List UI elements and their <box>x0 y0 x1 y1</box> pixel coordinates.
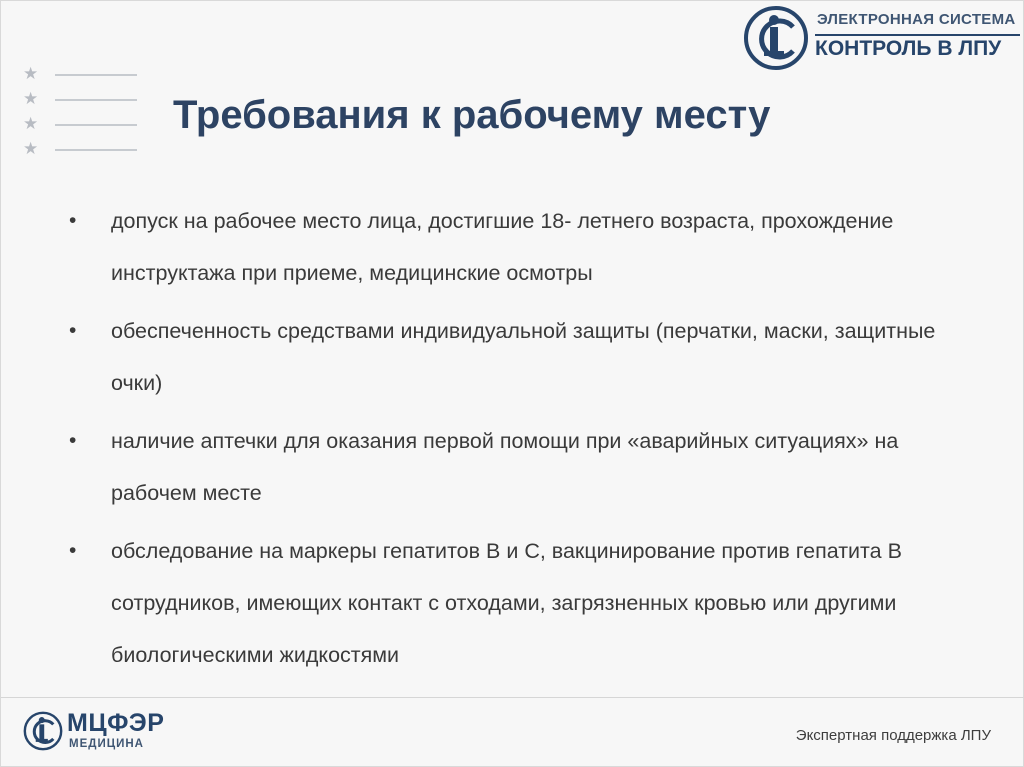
slide-title: Требования к рабочему месту <box>173 93 771 137</box>
list-item-text: наличие аптечки для оказания первой помощи при «аварийных ситуациях» на рабочем месте <box>111 429 899 505</box>
requirements-list <box>67 195 967 687</box>
ic-emblem-icon <box>743 5 809 71</box>
decorative-line <box>55 74 137 76</box>
footer-divider <box>1 697 1024 698</box>
list-item-text: обеспеченность средствами индивидуальной защиты (перчатки, маски, защитные очки) <box>111 319 936 395</box>
decorative-star-list <box>23 65 139 165</box>
footer-logo-subtitle: МЕДИЦИНА <box>69 738 144 750</box>
star-icon: ★ <box>23 64 39 84</box>
header-logo-rule <box>815 34 1020 36</box>
bullet-marker: • <box>69 429 77 452</box>
decorative-line <box>55 149 137 151</box>
header-logo-line1: ЭЛЕКТРОННАЯ СИСТЕМА <box>817 11 1016 28</box>
bullet-marker: • <box>69 209 77 232</box>
list-item <box>67 415 967 519</box>
star-icon: ★ <box>23 139 39 159</box>
list-item <box>67 305 967 409</box>
ic-emblem-icon <box>23 711 63 751</box>
list-item-text: допуск на рабочее место лица, достигшие 18- летнего возраста, прохождение инструктажа при приеме, медицинские осмотры <box>111 209 894 285</box>
footer-logo <box>21 705 241 761</box>
header-logo-line2: КОНТРОЛЬ В ЛПУ <box>815 37 1002 60</box>
list-item-text: обследование на маркеры гепатитов В и С, вакцинирование против гепатита В сотрудников, имеющих контакт с отходами, загрязненных кровью или другими биологическими жидкостями <box>111 539 902 667</box>
decorative-line <box>55 99 137 101</box>
footer-logo-name: МЦФЭР <box>67 709 165 737</box>
list-item <box>67 525 967 681</box>
footer-caption: Экспертная поддержка ЛПУ <box>795 727 991 744</box>
bullet-marker: • <box>69 539 77 562</box>
star-icon: ★ <box>23 114 39 134</box>
star-icon: ★ <box>23 89 39 109</box>
decorative-line <box>55 124 137 126</box>
bullet-marker: • <box>69 319 77 342</box>
list-item <box>67 195 967 299</box>
header-logo <box>743 5 1023 71</box>
